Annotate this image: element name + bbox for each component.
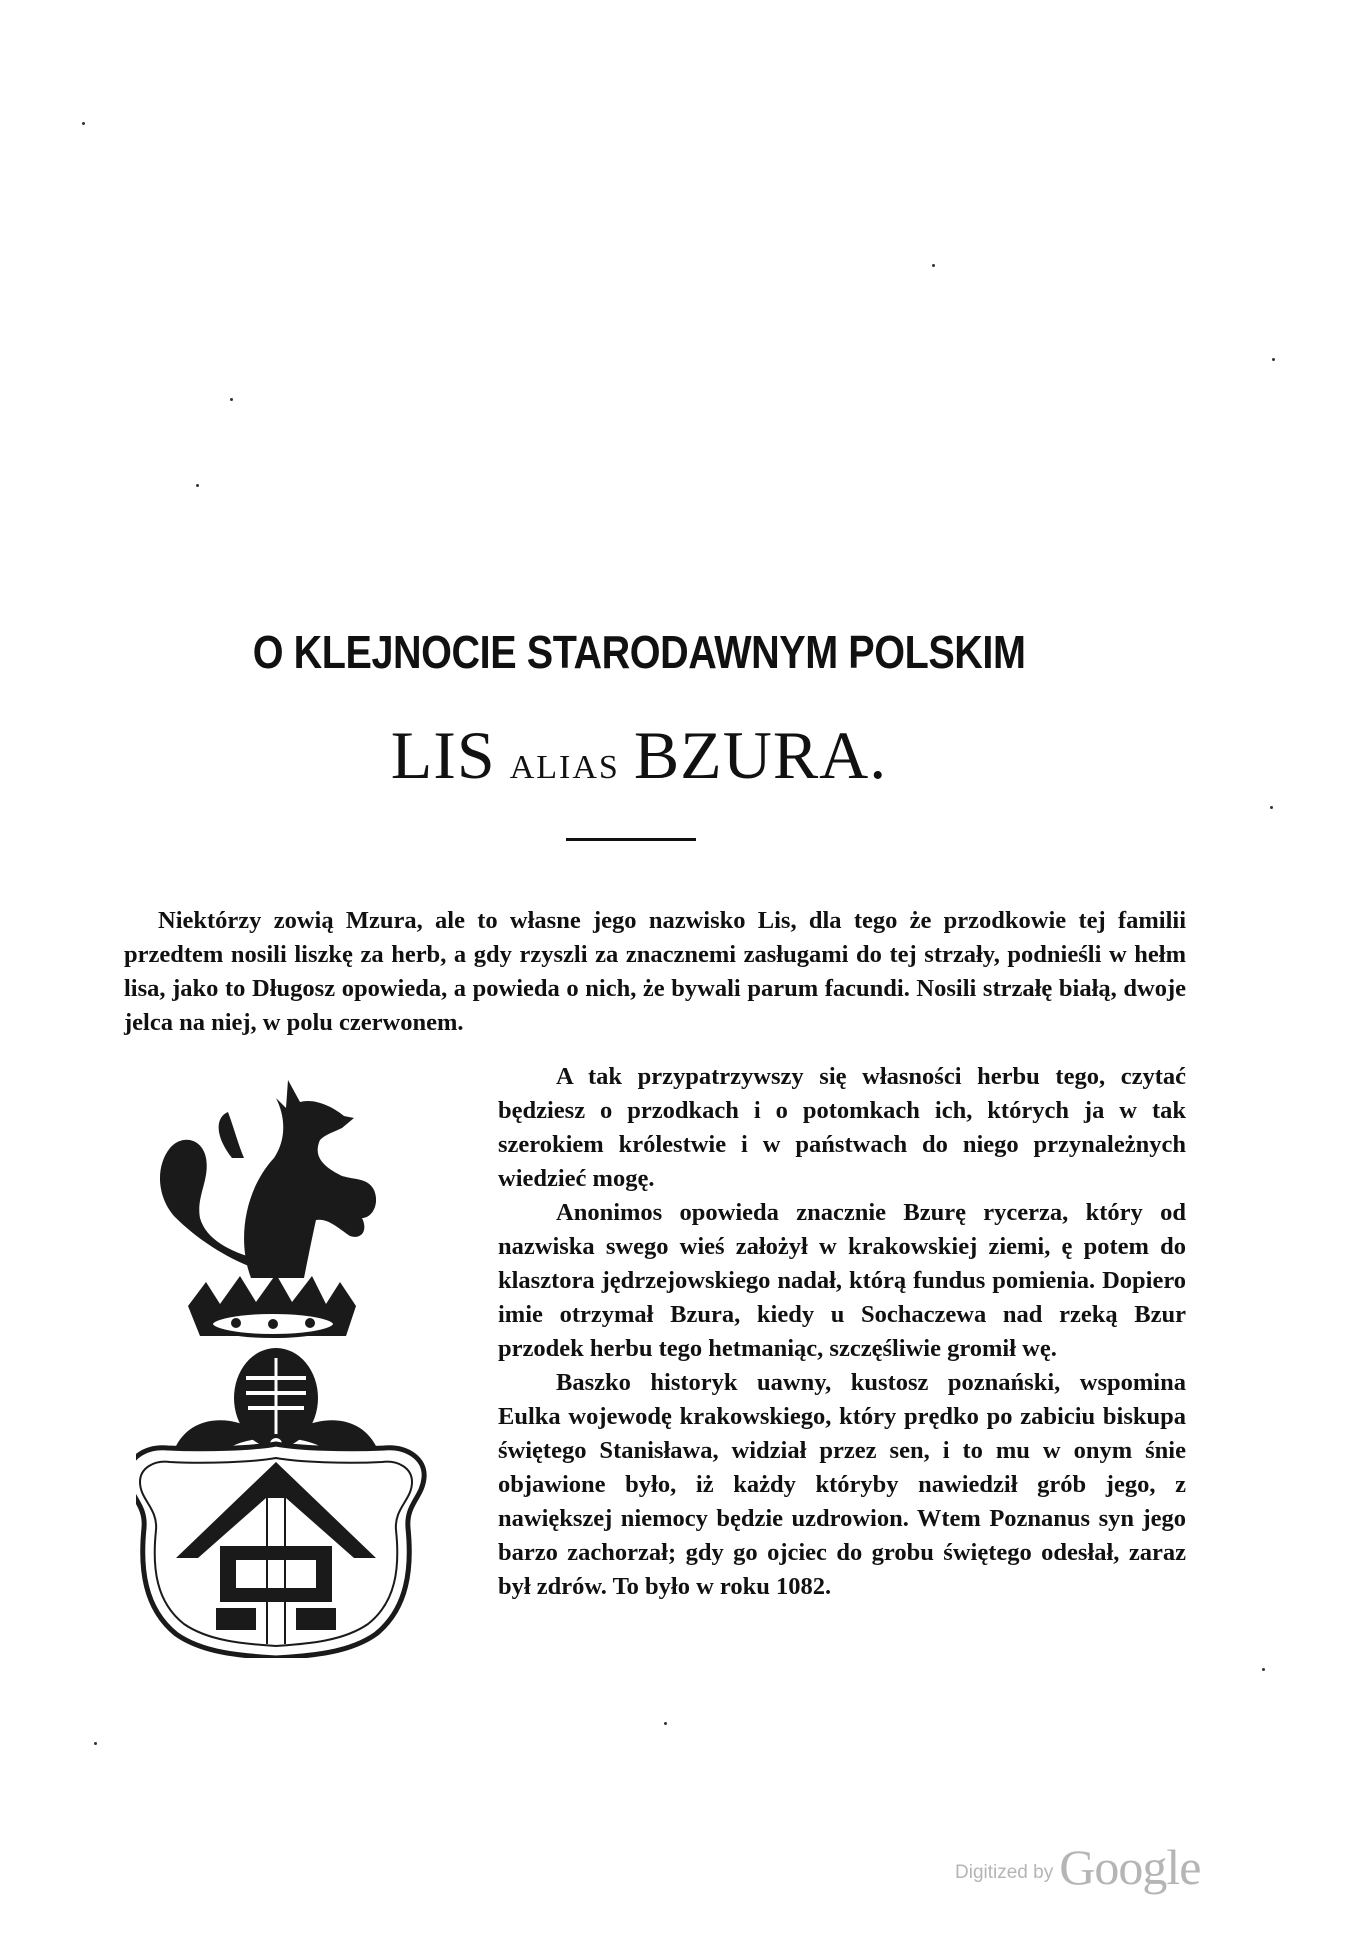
google-watermark — [955, 1838, 1200, 1896]
title-name-bzura: BZURA. — [633, 717, 888, 793]
scan-speck — [230, 398, 233, 401]
scan-speck — [196, 484, 199, 487]
scan-speck — [1272, 358, 1275, 361]
scan-speck — [94, 1742, 97, 1745]
page-title — [0, 716, 1278, 795]
intro-paragraph — [124, 904, 1186, 1040]
title-name-lis: LIS — [390, 717, 496, 793]
main-text-column — [498, 1060, 1186, 1604]
coat-of-arms-icon — [136, 1068, 436, 1658]
paragraph-1: A tak przypatrzywszy się własności herbu tego, czytać będziesz o przodkach i o potomkach ich, których ja w tak szerokiem królestwie i w państwach do niego przynależnych wiedzieć mogę. — [498, 1063, 1186, 1192]
intro-text: Niektórzy zowią Mzura, ale to własne jego nazwisko Lis, dla tego że przodkowie tej familii przedtem nosili liszkę za herb, a gdy rzyszli za znacznemi zasługami do tej strzały, podnieśli w hełm lisa, jako to Długosz opowieda, a powieda o nich, że bywali parum facundi. Nosili strzałę białą, dwoje jelca na niej, w polu czerwonem. — [124, 907, 1186, 1036]
title-alias: ALIAS — [509, 749, 620, 786]
scan-speck — [932, 264, 935, 267]
paragraph-3: Baszko historyk uawny, kustosz poznański, wspomina Eulka wojewodę krakowskiego, który prędko po zabiciu biskupa świętego Stanisława, widział przez sen, i to mu w onym śnie objawione było, iż każdy któryby nawiedził grób jego, z nawiększej niemocy będzie uzdrowion. Wtem Poznanus syn jego barzo zachorzał; gdy go ojciec do grobu świętego odesłał, zaraz był zdrów. To było w roku 1082. — [498, 1369, 1186, 1600]
scan-speck — [82, 122, 85, 125]
paragraph-2: Anonimos opowieda znacznie Bzurę rycerza, który od nazwiska swego wieś założył w krakowskiej ziemi, ę potem do klasztora jędrzejowskiego nadał, którą fundus pomienia. Dopiero imie otrzymał Bzura, kiedy u Sochaczewa nad rzeką Bzur przodek herbu tego hetmaniąc, szczęśliwie gromił wę. — [498, 1199, 1186, 1362]
title-divider — [566, 838, 696, 841]
scan-speck — [1262, 1668, 1265, 1671]
watermark-brand: Google — [1059, 1839, 1201, 1895]
scan-speck — [664, 1722, 667, 1725]
watermark-prefix: Digitized by — [955, 1862, 1054, 1883]
scan-speck — [1270, 806, 1273, 809]
page-heading: O KLEJNOCIE STARODAWNYM POLSKIM — [252, 626, 1026, 678]
